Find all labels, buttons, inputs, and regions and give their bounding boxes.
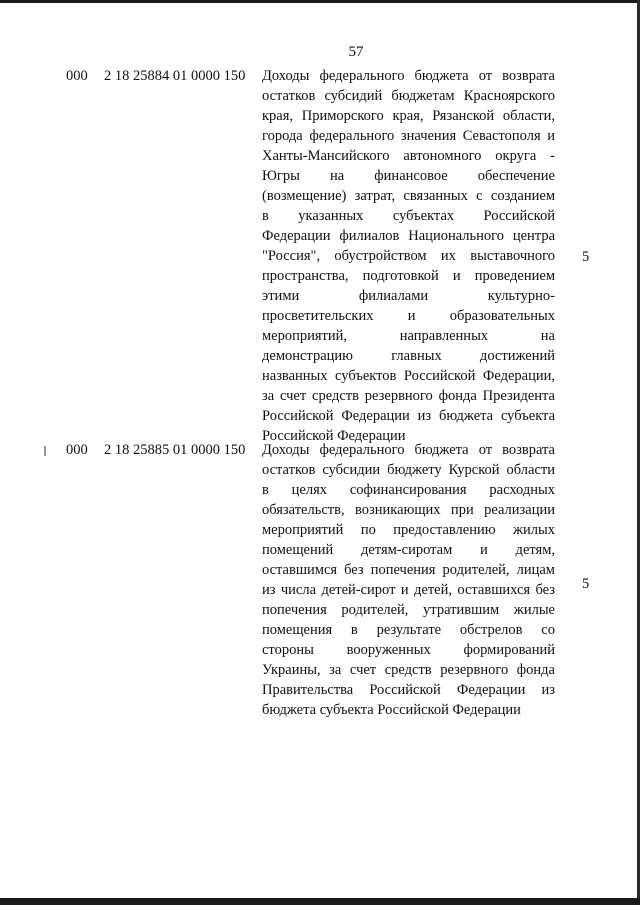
description-line: пространства, подготовкой и проведением (262, 268, 555, 284)
description-line: Российской Федерации (262, 428, 406, 444)
admin-code: 000 (66, 68, 88, 84)
description-line: Российской Федерации из бюджета субъекта (262, 408, 555, 424)
description-line: демонстрацию главных достижений (262, 348, 555, 364)
description-line: стороны вооруженных формирований (262, 642, 555, 658)
description-line: Доходы федерального бюджета от возврата (262, 442, 555, 458)
admin-code: 000 (66, 442, 88, 458)
description-line: оставшимся без попечения родителей, лицам (262, 562, 555, 578)
budget-classification-code: 2 18 25884 01 0000 150 (104, 68, 246, 84)
revenue-description (262, 440, 555, 720)
description-line: этими филиалами культурно- (262, 288, 555, 304)
description-line: "Россия", обустройством их выставочного (262, 248, 555, 264)
budget-classification-code: 2 18 25885 01 0000 150 (104, 442, 246, 458)
description-line: (возмещение) затрат, связанных с созданием (262, 188, 555, 204)
description-line: Федерации филиалов Национального центра (262, 228, 555, 244)
description-line: остатков субсидии бюджету Курской области (262, 462, 555, 478)
revenue-description (262, 66, 555, 446)
scan-border-top (0, 0, 640, 3)
description-line: бюджета субъекта Российской Федерации (262, 702, 521, 718)
description-line: Правительства Российской Федерации из (262, 682, 555, 698)
description-line: города федерального значения Севастополя и (262, 128, 555, 144)
description-line: помещения в результате обстрелов со (262, 622, 555, 638)
description-line: за счет средств резервного фонда Президента (262, 388, 555, 404)
description-line: в указанных субъектах Российской (262, 208, 555, 224)
description-line: в целях софинансирования расходных (262, 482, 555, 498)
amount-value: 5 (582, 249, 590, 265)
margin-mark (44, 446, 46, 456)
amount-value: 5 (582, 576, 590, 592)
description-line: края, Приморского края, Рязанской области, (262, 108, 555, 124)
description-line: просветительских и образовательных (262, 308, 555, 324)
description-line: мероприятий, направленных на (262, 328, 555, 344)
description-line: остатков субсидий бюджетам Красноярского (262, 88, 555, 104)
description-line: Югры на финансовое обеспечение (262, 168, 555, 184)
description-line: обязательств, возникающих при реализации (262, 502, 555, 518)
description-line: попечения родителей, утратившим жилые (262, 602, 555, 618)
description-line: из числа детей-сирот и детей, оставшихся без (262, 582, 555, 598)
description-line: мероприятий по предоставлению жилых (262, 522, 555, 538)
page-number: 57 (348, 44, 364, 60)
description-line: помещений детям-сиротам и детям, (262, 542, 555, 558)
scan-border-bottom (0, 898, 640, 905)
description-line: Украины, за счет средств резервного фонда (262, 662, 555, 678)
description-line: Ханты-Мансийского автономного округа - (262, 148, 555, 164)
description-line: Доходы федерального бюджета от возврата (262, 68, 555, 84)
description-line: названных субъектов Российской Федерации, (262, 368, 555, 384)
